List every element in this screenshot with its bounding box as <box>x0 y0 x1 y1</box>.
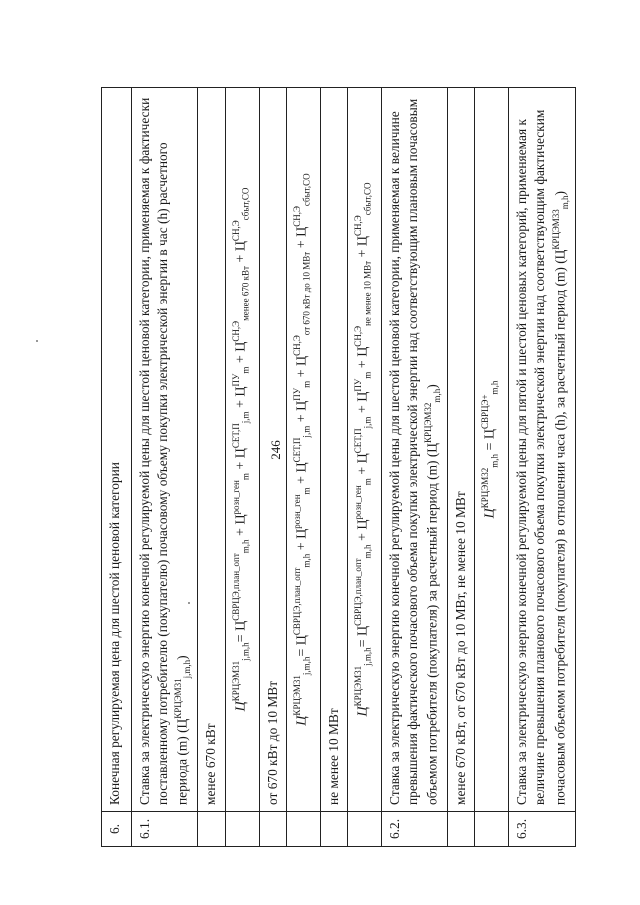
table-row <box>259 88 286 847</box>
formula: $Ц^{КРЦЭМ31}_{j,m,h}= Ц^{СВРЦЭ,план\_опт}_{m,h} + Ц^{розн\_ген}_m + Ц^{СЕТ,П}_{j,m} + Ц^{ПУ}_m + Ц^{СН,Э}_{не менее 10 МВт} + Ц^{СН,Э}_{сбыт,СО}$ <box>347 88 381 812</box>
row-text: Ставка за электрическую энергию конечной регулируемой цены для пятой и шестой ценовых категорий, применяемая к величине превышения планового почасового объема покупки электрической энергии над соответствующим фактическим почасовым объемом потребителя (покупателя) в отношении часа (h), за расчетный период (m) $(Ц^{КРЦЭМ33}_{m,h})$ <box>509 88 575 812</box>
page-number: 246 <box>267 440 283 460</box>
table-row <box>381 88 447 847</box>
table-row <box>286 88 320 847</box>
formula: $Ц^{КРЦЭМ32}_{m,h} = Ц^{СВРЦЭ+}_{m,h}$ <box>475 88 509 812</box>
formula: $Ц^{КРЦЭМ31}_{j,m,h}= Ц^{СВРЦЭ,план\_опт}_{m,h} + Ц^{розн\_ген}_m + Ц^{СЕТ,П}_{j,m} + Ц^{ПУ}_m + Ц^{СН,Э}_{от 670 кВт до 10 МВт} + Ц^{СН,Э}_{сбыт,СО}$ <box>286 88 320 812</box>
tariff-table <box>101 87 576 847</box>
band-label: не менее 10 МВт <box>320 88 347 812</box>
table-row <box>225 88 259 847</box>
row-number: 6. <box>102 812 132 847</box>
table-row <box>320 88 347 847</box>
table-row <box>102 88 132 847</box>
table-row <box>475 88 509 847</box>
band-label: менее 670 кВт <box>198 88 225 812</box>
band-label: менее 670 кВт, от 670 кВт до 10 МВт, не менее 10 МВт <box>448 88 475 812</box>
table-row <box>509 88 575 847</box>
row-text: Ставка за электрическую энергию конечной регулируемой цены для шестой ценовой категории, применяемая к фактически поставленному потребителю (покупателю) почасовому объему покупки электрической энергии в час (h) расчетного периода (m) $(Ц^{КРЦЭМ31}_{j,m,h})$ <box>132 88 198 812</box>
table-row <box>347 88 381 847</box>
band-label: от 670 кВт до 10 МВт <box>259 88 286 812</box>
row-text: Конечная регулируемая цена для шестой ценовой категории <box>102 88 132 812</box>
table-row <box>198 88 225 847</box>
row-number: 6.3. <box>509 812 575 847</box>
row-number: 6.1. <box>132 812 198 847</box>
table-row <box>448 88 475 847</box>
table-row <box>132 88 198 847</box>
rotated-table-sheet <box>101 87 571 847</box>
scan-speck <box>36 340 38 342</box>
row-text: Ставка за электрическую энергию конечной регулируемой цены для шестой ценовой категории, применяемая к величине превышения фактического почасового объема покупки электрической энергии над соответствующим плановым почасовым объемом потребителя (покупателя) за расчетный период (m) $(Ц^{КРЦЭМ32}_{m,h})$ <box>381 88 447 812</box>
formula: $Ц^{КРЦЭМ31}_{j,m,h}= Ц^{СВРЦЭ,план\_опт}_{m,h} + Ц^{розн\_ген}_m + Ц^{СЕТ,П}_{j,m} + Ц^{ПУ}_m + Ц^{СН,Э}_{менее 670 кВт} + Ц^{СН,Э}_{сбыт,СО}$ <box>225 88 259 812</box>
row-number: 6.2. <box>381 812 447 847</box>
